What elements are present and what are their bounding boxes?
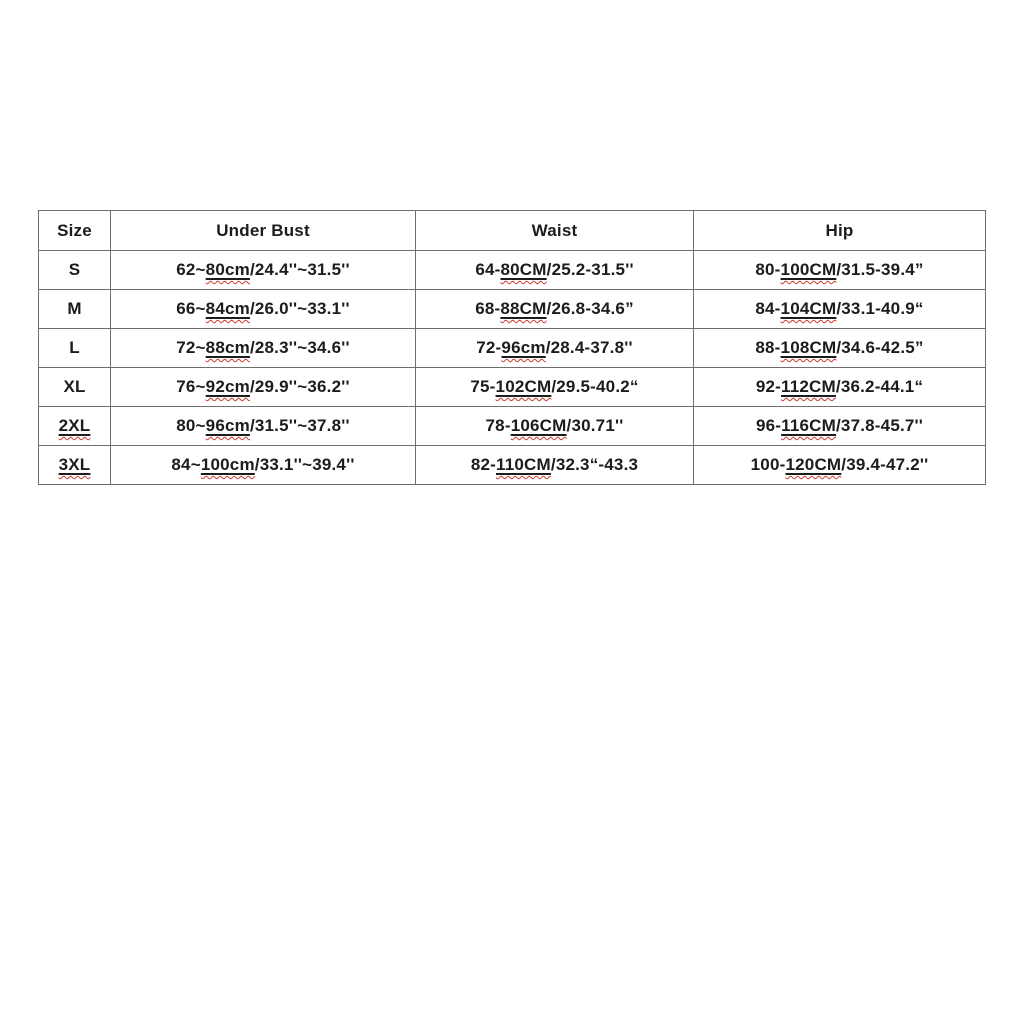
hip-cell [694, 407, 986, 446]
text-segment: /30.71'' [566, 416, 624, 435]
size-cell [39, 407, 111, 446]
text-segment: /39.4-47.2'' [841, 455, 929, 474]
text-segment: /29.9''~36.2'' [249, 377, 350, 396]
text-segment: S [68, 260, 81, 279]
text-segment: 92- [755, 377, 782, 396]
text-segment: /33.1''~39.4'' [254, 455, 355, 474]
hip-cell [694, 446, 986, 485]
size-cell [39, 329, 111, 368]
hip-cell [694, 368, 986, 407]
text-segment: L [69, 338, 80, 357]
spellcheck-marked-text: 88CM [500, 299, 547, 318]
hip-cell [694, 329, 986, 368]
spellcheck-marked-text: 112CM [781, 377, 836, 396]
under-bust-cell [111, 290, 416, 329]
text-segment: 80~ [176, 416, 206, 435]
spellcheck-marked-text: 80cm [205, 260, 250, 279]
size-cell [39, 251, 111, 290]
spellcheck-marked-text: 108CM [780, 338, 837, 357]
text-segment: 88- [755, 338, 781, 357]
text-segment: /31.5''~37.8'' [249, 416, 350, 435]
text-segment: 100- [750, 455, 786, 474]
waist-cell [416, 329, 694, 368]
spellcheck-marked-text: 88cm [205, 338, 250, 357]
table-row [39, 407, 986, 446]
column-header-under-bust: Under Bust [111, 211, 416, 251]
text-segment: 80- [755, 260, 781, 279]
spellcheck-marked-text: 84cm [205, 299, 250, 318]
text-segment: 84- [755, 299, 781, 318]
spellcheck-marked-text: 80CM [500, 260, 547, 279]
spellcheck-marked-text: 92cm [205, 377, 250, 396]
column-header-hip: Hip [694, 211, 986, 251]
text-segment: /31.5-39.4” [836, 260, 924, 279]
under-bust-cell [111, 251, 416, 290]
text-segment: /28.3''~34.6'' [249, 338, 350, 357]
hip-cell [694, 290, 986, 329]
text-segment: /34.6-42.5” [836, 338, 924, 357]
spellcheck-marked-text: 104CM [780, 299, 837, 318]
size-chart-table [38, 210, 986, 485]
table-row [39, 290, 986, 329]
text-segment: /37.8-45.7'' [836, 416, 924, 435]
hip-cell [694, 251, 986, 290]
spellcheck-marked-text: 110CM [496, 455, 551, 474]
table-row [39, 368, 986, 407]
text-segment: /33.1-40.9“ [836, 299, 924, 318]
text-segment: 75- [470, 377, 496, 396]
column-header-size: Size [39, 211, 111, 251]
header-row [39, 211, 986, 251]
table-row [39, 446, 986, 485]
spellcheck-marked-text: 3XL [58, 455, 91, 474]
spellcheck-marked-text: 96cm [501, 338, 546, 357]
text-segment: XL [63, 377, 86, 396]
size-cell [39, 368, 111, 407]
spellcheck-marked-text: 106CM [510, 416, 567, 435]
under-bust-cell [111, 368, 416, 407]
text-segment: /26.8-34.6” [546, 299, 634, 318]
spellcheck-marked-text: 96cm [205, 416, 250, 435]
under-bust-cell [111, 446, 416, 485]
waist-cell [416, 407, 694, 446]
column-header-waist: Waist [416, 211, 694, 251]
text-segment: /25.2-31.5'' [546, 260, 634, 279]
waist-cell [416, 368, 694, 407]
size-cell [39, 446, 111, 485]
under-bust-cell [111, 329, 416, 368]
spellcheck-marked-text: 116CM [781, 416, 836, 435]
text-segment: 72- [476, 338, 502, 357]
table-row [39, 329, 986, 368]
waist-cell [416, 251, 694, 290]
spellcheck-marked-text: 100CM [780, 260, 837, 279]
text-segment: 72~ [176, 338, 206, 357]
text-segment: 96- [755, 416, 782, 435]
size-cell [39, 290, 111, 329]
spellcheck-marked-text: 120CM [785, 455, 842, 474]
under-bust-cell [111, 407, 416, 446]
spellcheck-marked-text: 102CM [495, 377, 552, 396]
text-segment: 76~ [176, 377, 206, 396]
size-chart-container [38, 210, 986, 485]
waist-cell [416, 446, 694, 485]
text-segment: 66~ [176, 299, 206, 318]
waist-cell [416, 290, 694, 329]
text-segment: 78- [485, 416, 511, 435]
spellcheck-marked-text: 100cm [200, 455, 255, 474]
spellcheck-marked-text: 2XL [58, 416, 91, 435]
text-segment: 68- [475, 299, 501, 318]
text-segment: /24.4''~31.5'' [249, 260, 350, 279]
text-segment: M [67, 299, 82, 318]
text-segment: 84~ [171, 455, 201, 474]
text-segment: /28.4-37.8'' [545, 338, 633, 357]
table-row [39, 251, 986, 290]
text-segment: /26.0''~33.1'' [249, 299, 350, 318]
text-segment: /32.3“-43.3 [550, 455, 639, 474]
text-segment: 62~ [176, 260, 206, 279]
text-segment: 64- [475, 260, 501, 279]
text-segment: /36.2-44.1“ [835, 377, 924, 396]
text-segment: 82- [470, 455, 497, 474]
text-segment: /29.5-40.2“ [551, 377, 639, 396]
